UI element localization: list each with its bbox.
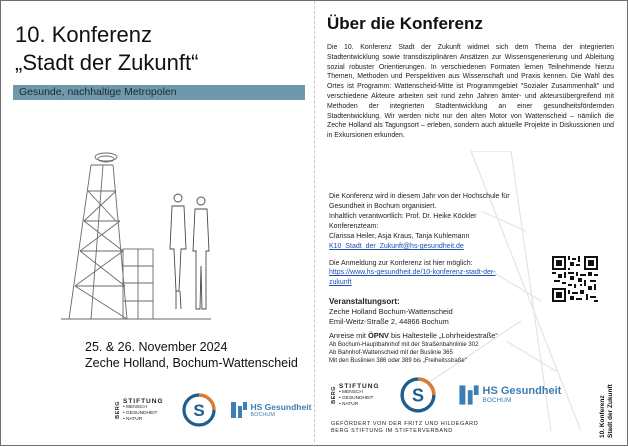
- left-logo-row: [115, 393, 311, 427]
- berg-title-right: STIFTUNG: [339, 382, 380, 390]
- event-venue: Zeche Holland, Bochum-Wattenscheid: [85, 356, 298, 370]
- event-date-venue: [85, 339, 298, 371]
- funding-line-2: BERG STIFTUNG IM STIFTERVERBAND: [331, 428, 453, 434]
- stifterverband-s-logo: [182, 393, 216, 427]
- berg-stiftung-logo-right: [331, 383, 380, 408]
- right-logo-row: [331, 377, 561, 413]
- about-heading: Über die Konferenz: [327, 14, 483, 33]
- transit-heading: [329, 331, 601, 341]
- hs-gesundheit-sub-right: BOCHUM: [482, 397, 512, 404]
- hs-gesundheit-logo-right: [458, 383, 562, 407]
- registration-link-line-2[interactable]: zukunft: [329, 278, 352, 286]
- registration-section: [329, 259, 547, 287]
- hs-gesundheit-name-right: HS Gesundheit: [482, 385, 562, 397]
- subtitle-band: [13, 85, 305, 100]
- stifterverband-s-logo-right: [400, 377, 436, 413]
- organizer-section: [329, 192, 609, 252]
- spine-text-content: [599, 356, 615, 438]
- transit-opnv: ÖPNV: [368, 331, 389, 340]
- venue-section: [329, 297, 601, 365]
- spine-line-1: 10. Konferenz: [599, 395, 606, 438]
- transit-line-2: Ab Bahnhof-Wattenscheid mit der Buslinie 365: [329, 350, 453, 356]
- hs-gesundheit-sub: BOCHUM: [250, 411, 275, 418]
- berg-line-gesundheit-right: • GESUNDHEIT: [339, 395, 374, 401]
- berg-line-mensch-right: • MENSCH: [339, 389, 363, 395]
- organizer-line-1: Die Konferenz wird in diesem Jahr von der Hochschule für: [329, 193, 510, 200]
- organizer-responsible: Inhaltlich verantwortlich: Prof. Dr. Heike Köckler: [329, 213, 477, 220]
- transit-line-1: Ab Bochum-Hauptbahnhof mit der Straßenbahnlinie 302: [329, 342, 479, 348]
- berg-line-gesundheit: • GESUNDHEIT: [123, 410, 158, 416]
- conference-title: [15, 21, 198, 77]
- hs-gesundheit-name: HS Gesundheit: [250, 401, 312, 412]
- registration-link-line-1[interactable]: https://www.hs-gesundheit.de/10-konferenz-stadt-der-: [329, 269, 496, 277]
- funding-note: [331, 421, 506, 435]
- berg-vertical-text-right: BERG: [331, 386, 337, 404]
- registration-qr-code[interactable]: [552, 256, 598, 302]
- spine-line-2: Stadt der Zukunft: [607, 384, 614, 438]
- title-line-1: 10. Konferenz: [15, 22, 152, 47]
- berg-line-mensch: • MENSCH: [123, 404, 147, 410]
- spine-text: [599, 356, 623, 438]
- berg-line-natur: • NATUR: [123, 416, 143, 422]
- funding-line-1: GEFÖRDERT VON DER FRITZ UND HILDEGARD: [331, 421, 479, 427]
- mine-tower-illustration: [61, 131, 211, 326]
- team-names: Clarissa Heiler, Asja Kraus, Tanja Kuhlemann: [329, 233, 470, 240]
- contact-email-link[interactable]: K10_Stadt_der_Zukunft@hs-gesundheit.de: [329, 243, 464, 250]
- hs-gesundheit-mark-icon: [230, 400, 248, 420]
- hs-gesundheit-logo: [230, 400, 312, 420]
- svg-text:S: S: [192, 401, 205, 420]
- team-label: Konferenzteam:: [329, 223, 379, 230]
- registration-text: Die Anmeldung zur Konferenz ist hier möglich:: [329, 260, 473, 267]
- subtitle: Gesunde, nachhaltige Metropolen: [19, 86, 177, 98]
- berg-line-natur-right: • NATUR: [339, 401, 359, 407]
- s-logo-icon: [182, 393, 216, 427]
- venue-label: Veranstaltungsort:: [329, 297, 400, 306]
- hs-gesundheit-mark-icon-right: [458, 383, 480, 407]
- transit-stop: bis Haltestelle „Lohrheidestraße“: [388, 331, 498, 340]
- berg-vertical-text: BERG: [115, 401, 121, 419]
- fold-line: [314, 1, 316, 447]
- berg-title: STIFTUNG: [123, 397, 164, 405]
- svg-text:S: S: [411, 385, 424, 406]
- event-date: 25. & 26. November 2024: [85, 340, 228, 354]
- berg-stiftung-logo: [115, 398, 164, 423]
- transit-line-3: Mit den Buslinien 386 oder 389 bis „Freiheitsstraße“: [329, 358, 467, 364]
- title-line-2: „Stadt der Zukunft“: [15, 50, 199, 75]
- organizer-line-2: Gesundheit in Bochum organisiert.: [329, 203, 437, 210]
- venue-line-2: Emil-Weitz-Straße 2, 44866 Bochum: [329, 317, 449, 326]
- venue-line-1: Zeche Holland Bochum-Wattenscheid: [329, 307, 453, 316]
- s-logo-icon-right: [400, 377, 436, 413]
- transit-prefix: Anreise mit: [329, 331, 369, 340]
- about-body-text: Die 10. Konferenz Stadt der Zukunft widmet sich dem Thema der integrierten Stadtentwicklung sowie transdisziplinären Ansätzen zur Wissensgenerierung und Ableitung sozial robuster Orientierungen. In verschiedenen Formaten lernen Teilnehmende hierzu Themen, Methoden und Perspektiven aus Wissenschaft und Praxis kennen. Die Wahl des Ortes ist Programm: Wattenscheid-Mitte ist Programmgebiet "Sozialer Zusammenhalt" und verschiedene Akteure arbeiten seit rund zehn Jahren ämter- und akteursübergreifend mit Methoden der integrierten Stadtentwicklung an einer gesundheitsfördernden Stadtentwicklung. Wir werden nicht nur den alten Motor von Wattenscheid – nämlich die Zeche Holland als Tagungsort – erleben, sondern auch aktuelle Projekte in Diskussionen und in Exkursionen erkunden.: [327, 44, 614, 140]
